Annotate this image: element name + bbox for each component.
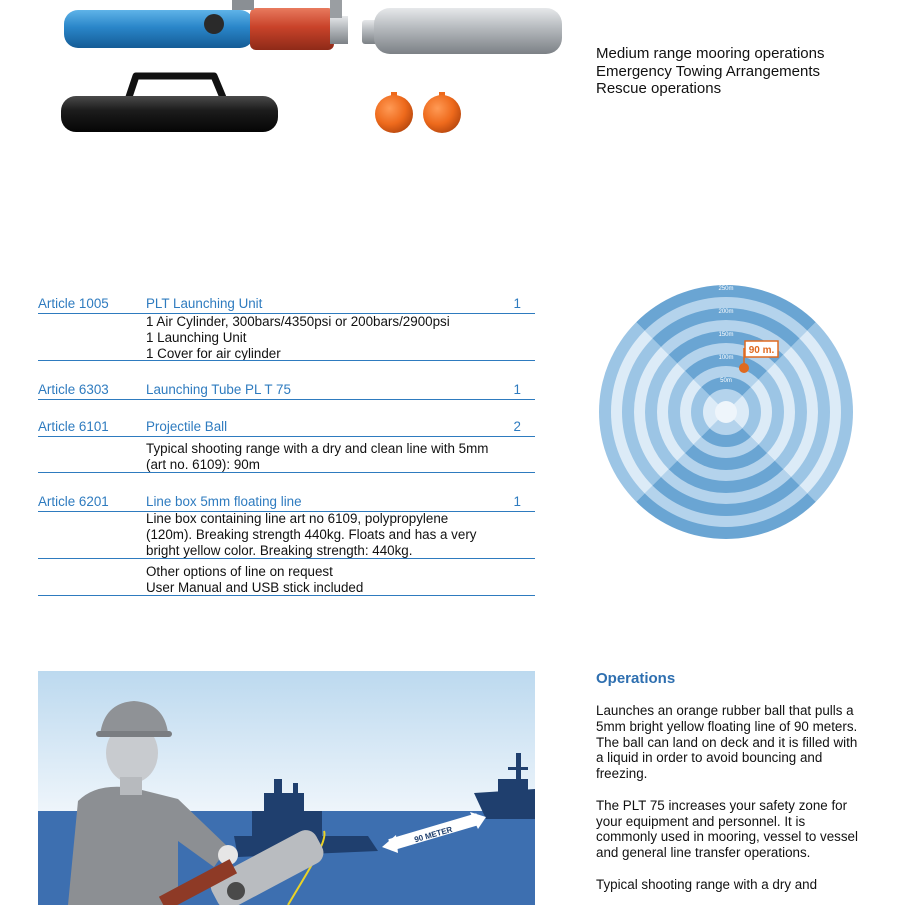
distance-label: 90 METER [413, 824, 454, 845]
marker-label: 90 m. [748, 345, 775, 356]
article-desc-line: Line box containing line art no 6109, polypropylene [146, 511, 449, 526]
operations-paragraph: Typical shooting range with a dry and [596, 876, 818, 892]
divider [38, 360, 535, 361]
other-option-line: User Manual and USB stick included [146, 579, 364, 595]
use-item: Medium range mooring operations [596, 45, 825, 62]
article-header-row [38, 494, 535, 512]
range-ring-label: 100m [718, 355, 734, 361]
operations-body [596, 703, 861, 908]
other-options [146, 564, 526, 596]
article-desc-line: 1 Launching Unit [146, 329, 247, 345]
article-desc-line: (120m). Breaking strength 440kg. Floats and has a very [146, 526, 477, 542]
operations-paragraph: The PLT 75 increases your safety zone for your equipment and personnel. It is commonly used in mooring, vessel to vessel and general line transfer operations. [596, 797, 858, 861]
product-photos [0, 0, 580, 150]
cylinder-cover-image [61, 76, 278, 132]
article-number: Article 6303 [38, 382, 109, 397]
article-qty: 1 [513, 494, 521, 509]
other-option-line: Other options of line on request [146, 564, 333, 579]
divider [38, 472, 535, 473]
article-desc-line: 1 Air Cylinder, 300bars/4350psi or 200bars/2900psi [146, 314, 450, 329]
range-ring-label: 200m [718, 309, 734, 315]
range-center [715, 401, 737, 423]
article-qty: 1 [513, 296, 521, 311]
operation-illustration [38, 671, 535, 905]
use-item: Emergency Towing Arrangements [596, 62, 821, 80]
uses-list [596, 45, 824, 98]
range-ring-label: 50m [720, 378, 732, 384]
range-rings [599, 285, 853, 539]
article-description [146, 441, 526, 473]
article-header-row [38, 419, 535, 437]
article-desc-line: 1 Cover for air cylinder [146, 345, 281, 361]
article-number: Article 6201 [38, 494, 109, 509]
article-header-row [38, 382, 535, 400]
article-description [146, 314, 526, 361]
range-ring-label: 250m [718, 286, 734, 292]
divider [38, 595, 535, 596]
article-qty: 2 [513, 419, 521, 434]
range-ring-label: 150m [718, 332, 734, 338]
article-qty: 1 [513, 382, 521, 397]
air-cylinder-image [362, 8, 562, 54]
launching-unit-image [64, 0, 348, 50]
marker-dot [739, 363, 749, 373]
article-name: Launching Tube PL T 75 [146, 382, 291, 397]
article-desc-line: Typical shooting range with a dry and clean line with 5mm [146, 441, 489, 456]
operations-paragraph: Launches an orange rubber ball that pulls a 5mm bright yellow floating line of 90 meters. The ball can land on deck and it is filled with a liquid in order to avoid bouncing and freezing. [596, 703, 858, 782]
operations-title: Operations [596, 670, 676, 687]
article-desc-line: bright yellow color. Breaking strength: 440kg. [146, 542, 413, 558]
article-description [146, 511, 526, 558]
article-desc-line: (art no. 6109): 90m [146, 456, 260, 472]
article-name: PLT Launching Unit [146, 296, 263, 311]
range-target-chart [596, 282, 856, 542]
article-number: Article 6101 [38, 419, 109, 434]
article-name: Line box 5mm floating line [146, 494, 302, 509]
divider [38, 558, 535, 559]
article-number: Article 1005 [38, 296, 109, 311]
projectile-balls-image [375, 92, 461, 133]
article-name: Projectile Ball [146, 419, 228, 434]
article-header-row [38, 296, 535, 314]
use-item: Rescue operations [596, 80, 722, 98]
